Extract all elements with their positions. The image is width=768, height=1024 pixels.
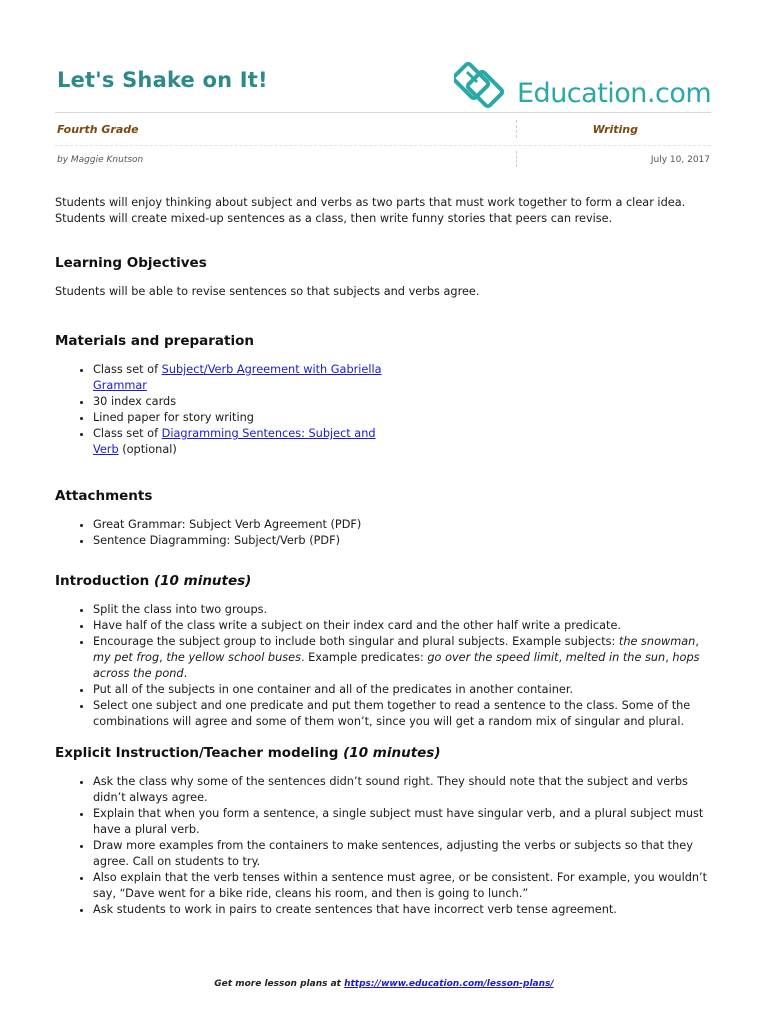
introduction-title: Introduction: [55, 573, 150, 589]
date-label: July 10, 2017: [650, 155, 710, 165]
list-item: • 30 index cards: [93, 394, 403, 410]
author-label: by Maggie Knutson: [57, 155, 144, 165]
list-item: • Lined paper for story writing: [93, 410, 403, 426]
explicit-instruction-heading: [55, 745, 715, 761]
material-text: (optional): [118, 443, 177, 456]
logo-text: Education.com: [517, 78, 712, 109]
attachments-heading: Attachments: [55, 488, 153, 504]
intro-paragraph: Students will enjoy thinking about subject and verbs as two parts that must work together to form a clear idea. Students will create mixed-up sentences as a class, then write funny stories that peers can revise.: [55, 196, 686, 225]
explicit-instruction-section: [55, 745, 715, 918]
intro-section: [55, 195, 715, 227]
item-text: ,: [665, 651, 673, 664]
material-text: Class set of: [93, 363, 162, 376]
explicit-instruction-duration: (10 minutes): [343, 745, 441, 761]
list-item: [93, 426, 403, 458]
introduction-heading: [55, 573, 715, 589]
example-predicate: melted in the sun: [565, 651, 666, 664]
meta-rule: [55, 145, 711, 146]
attachment-item[interactable]: • Sentence Diagramming: Subject/Verb (PDF): [93, 533, 715, 549]
footer: [0, 979, 768, 989]
page-title: Let's Shake on It!: [57, 68, 268, 92]
explicit-instruction-list: [55, 774, 715, 918]
header-rule: [55, 112, 711, 113]
list-item: [93, 362, 403, 394]
list-item: • Have half of the class write a subject on their index card and the other half write a predicate.: [93, 618, 715, 634]
diagramming-sentences-link[interactable]: Diagramming Sentences: Subject and Verb: [93, 427, 376, 456]
logo-mark-icon: [454, 54, 514, 114]
footer-text: Get more lesson plans at: [214, 979, 345, 989]
list-item: • Put all of the subjects in one container and all of the predicates in another container.: [93, 682, 715, 698]
example-predicate: go over the speed limit: [427, 651, 559, 664]
grade-label: Fourth Grade: [57, 123, 139, 136]
material-text: Class set of: [93, 427, 162, 440]
list-item: • Also explain that the verb tenses within a sentence must agree, or be consistent. For example, you wouldn’t say, “Dave went for a bike ride, cleans his room, and then is going to lunch.”: [93, 870, 715, 902]
attachments-list: [55, 517, 715, 549]
list-item: • Ask the class why some of the sentences didn’t sound right. They should note that the subject and verbs didn’t always agree.: [93, 774, 715, 806]
item-text: ,: [558, 651, 566, 664]
learning-objectives-section: [55, 255, 715, 300]
example-predicate: hops across the pond: [93, 651, 700, 680]
example-subject: the yellow school buses: [166, 651, 301, 664]
learning-objectives-text: Students will be able to revise sentences so that subjects and verbs agree.: [55, 285, 480, 298]
list-item: • Split the class into two groups.: [93, 602, 715, 618]
list-item: • Explain that when you form a sentence, a single subject must have singular verb, and a plural subject must have a plural verb.: [93, 806, 715, 838]
materials-heading: Materials and preparation: [55, 333, 254, 349]
example-subject: my pet frog: [93, 651, 160, 664]
header-divider: [516, 120, 517, 138]
attachments-section: [55, 488, 715, 549]
introduction-duration: (10 minutes): [153, 573, 252, 589]
attachment-item[interactable]: • Great Grammar: Subject Verb Agreement (PDF): [93, 517, 715, 533]
materials-section: [55, 333, 715, 458]
explicit-instruction-title: Explicit Instruction/Teacher modeling: [55, 745, 339, 761]
meta-divider: [516, 151, 517, 167]
materials-list: [55, 362, 403, 458]
subject-verb-agreement-link[interactable]: Subject/Verb Agreement with Gabriella Grammar: [93, 363, 382, 392]
list-item: [93, 634, 715, 682]
introduction-section: [55, 573, 715, 730]
list-item: • Draw more examples from the containers to make sentences, adjusting the verbs or subjects so that they agree. Call on students to try.: [93, 838, 715, 870]
item-text: . Example predicates:: [300, 651, 428, 664]
introduction-list: [55, 602, 715, 730]
lesson-plans-link[interactable]: https://www.education.com/lesson-plans/: [344, 979, 554, 989]
list-item: • Ask students to work in pairs to create sentences that have incorrect verb tense agreement.: [93, 902, 715, 918]
education-com-logo[interactable]: [454, 54, 714, 114]
item-text: ,: [695, 635, 699, 648]
learning-objectives-heading: Learning Objectives: [55, 255, 207, 271]
item-text: ,: [159, 651, 167, 664]
item-text: .: [183, 667, 188, 680]
example-subject: the snowman: [618, 635, 696, 648]
list-item: • Select one subject and one predicate and put them together to read a sentence to the class. Some of the combinations will agree and some of them won’t, since you will get a random mix of singular and plural.: [93, 698, 715, 730]
item-text: Encourage the subject group to include both singular and plural subjects. Example subjects:: [93, 635, 619, 648]
subject-label: Writing: [592, 123, 638, 136]
